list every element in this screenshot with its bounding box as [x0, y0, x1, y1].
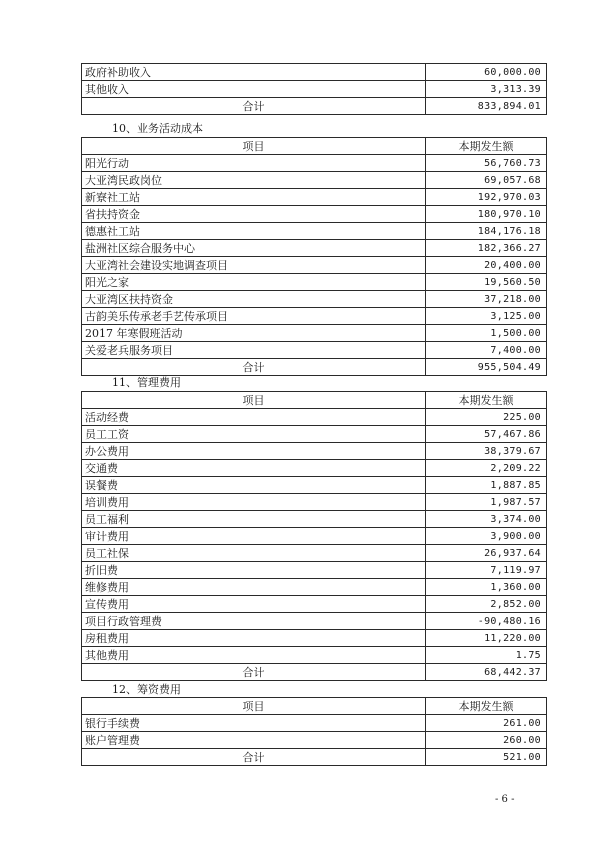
item-cell: 银行手续费	[82, 715, 426, 732]
table-row	[82, 409, 547, 426]
table-row	[82, 562, 547, 579]
item-cell: 活动经费	[82, 409, 426, 426]
financing-expense-table	[81, 697, 547, 766]
table-row	[82, 291, 547, 308]
page-number: - 6 -	[495, 794, 515, 805]
table-row	[82, 81, 547, 98]
table-row	[82, 596, 547, 613]
table-row	[82, 647, 547, 664]
item-cell: 房租费用	[82, 630, 426, 647]
admin-expense-table	[81, 391, 547, 681]
table-row	[82, 460, 547, 477]
item-cell: 盐洲社区综合服务中心	[82, 240, 426, 257]
item-cell: 员工福利	[82, 511, 426, 528]
amount-cell: 7,400.00	[426, 342, 547, 359]
item-cell: 维修费用	[82, 579, 426, 596]
amount-cell: 38,379.67	[426, 443, 547, 460]
business-cost-table	[81, 137, 547, 376]
item-cell: 2017 年寒假班活动	[82, 325, 426, 342]
item-cell: 大亚湾民政岗位	[82, 172, 426, 189]
amount-cell: 184,176.18	[426, 223, 547, 240]
amount-cell: 1,887.85	[426, 477, 547, 494]
table-row	[82, 579, 547, 596]
table-row	[82, 613, 547, 630]
table-row	[82, 274, 547, 291]
amount-cell: 19,560.50	[426, 274, 547, 291]
amount-cell: 3,374.00	[426, 511, 547, 528]
amount-cell: 69,057.68	[426, 172, 547, 189]
table-row	[82, 308, 547, 325]
item-cell: 误餐费	[82, 477, 426, 494]
table-row	[82, 715, 547, 732]
item-cell: 交通费	[82, 460, 426, 477]
amount-cell: 1,500.00	[426, 325, 547, 342]
amount-cell: 56,760.73	[426, 155, 547, 172]
item-cell: 关爱老兵服务项目	[82, 342, 426, 359]
total-row	[82, 359, 547, 376]
amount-cell: 57,467.86	[426, 426, 547, 443]
amount-cell: 60,000.00	[426, 64, 547, 81]
table-row	[82, 223, 547, 240]
table-row	[82, 257, 547, 274]
header-amount: 本期发生额	[426, 698, 547, 715]
table-row	[82, 155, 547, 172]
table-row	[82, 545, 547, 562]
amount-cell: 3,125.00	[426, 308, 547, 325]
item-cell: 员工工资	[82, 426, 426, 443]
amount-cell: 11,220.00	[426, 630, 547, 647]
total-amount: 68,442.37	[426, 664, 547, 681]
table-row	[82, 206, 547, 223]
income-table	[81, 63, 547, 115]
total-amount: 955,504.49	[426, 359, 547, 376]
header-item: 项目	[82, 392, 426, 409]
table-row	[82, 172, 547, 189]
amount-cell: 182,366.27	[426, 240, 547, 257]
item-cell: 省扶持资金	[82, 206, 426, 223]
table-row	[82, 240, 547, 257]
header-amount: 本期发生额	[426, 392, 547, 409]
item-cell: 审计费用	[82, 528, 426, 545]
total-amount: 521.00	[426, 749, 547, 766]
amount-cell: 7,119.97	[426, 562, 547, 579]
table-row	[82, 732, 547, 749]
amount-cell: 1,360.00	[426, 579, 547, 596]
total-label: 合计	[82, 98, 426, 115]
amount-cell: 261.00	[426, 715, 547, 732]
item-cell: 培训费用	[82, 494, 426, 511]
item-cell: 大亚湾区扶持资金	[82, 291, 426, 308]
total-row	[82, 664, 547, 681]
amount-cell: 180,970.10	[426, 206, 547, 223]
header-amount: 本期发生额	[426, 138, 547, 155]
item-cell: 办公费用	[82, 443, 426, 460]
item-cell: 大亚湾社会建设实地调查项目	[82, 257, 426, 274]
header-item: 项目	[82, 138, 426, 155]
item-cell: 政府补助收入	[82, 64, 426, 81]
amount-cell: 3,313.39	[426, 81, 547, 98]
amount-cell: 2,209.22	[426, 460, 547, 477]
total-label: 合计	[82, 749, 426, 766]
item-cell: 阳光之家	[82, 274, 426, 291]
item-cell: 新寮社工站	[82, 189, 426, 206]
header-item: 项目	[82, 698, 426, 715]
item-cell: 项目行政管理费	[82, 613, 426, 630]
amount-cell: 260.00	[426, 732, 547, 749]
amount-cell: -90,480.16	[426, 613, 547, 630]
table-row	[82, 630, 547, 647]
section-title-11: 11、管理费用	[112, 376, 181, 389]
total-row	[82, 749, 547, 766]
table-row	[82, 511, 547, 528]
table-row	[82, 426, 547, 443]
amount-cell: 26,937.64	[426, 545, 547, 562]
item-cell: 阳光行动	[82, 155, 426, 172]
table-row	[82, 477, 547, 494]
total-row	[82, 98, 547, 115]
amount-cell: 2,852.00	[426, 596, 547, 613]
item-cell: 账户管理费	[82, 732, 426, 749]
amount-cell: 225.00	[426, 409, 547, 426]
item-cell: 其他费用	[82, 647, 426, 664]
table-row	[82, 325, 547, 342]
section-title-12: 12、筹资费用	[112, 683, 181, 696]
total-label: 合计	[82, 359, 426, 376]
table-row	[82, 443, 547, 460]
table-row	[82, 189, 547, 206]
section-title-10: 10、业务活动成本	[112, 122, 203, 135]
header-row	[82, 698, 547, 715]
amount-cell: 20,400.00	[426, 257, 547, 274]
table-row	[82, 528, 547, 545]
amount-cell: 37,218.00	[426, 291, 547, 308]
total-label: 合计	[82, 664, 426, 681]
amount-cell: 3,900.00	[426, 528, 547, 545]
table-row	[82, 64, 547, 81]
amount-cell: 1.75	[426, 647, 547, 664]
table-row	[82, 494, 547, 511]
header-row	[82, 392, 547, 409]
item-cell: 德惠社工站	[82, 223, 426, 240]
total-amount: 833,894.01	[426, 98, 547, 115]
item-cell: 宣传费用	[82, 596, 426, 613]
item-cell: 折旧费	[82, 562, 426, 579]
table-row	[82, 342, 547, 359]
header-row	[82, 138, 547, 155]
item-cell: 其他收入	[82, 81, 426, 98]
amount-cell: 1,987.57	[426, 494, 547, 511]
item-cell: 古韵美乐传承老手艺传承项目	[82, 308, 426, 325]
item-cell: 员工社保	[82, 545, 426, 562]
amount-cell: 192,970.03	[426, 189, 547, 206]
